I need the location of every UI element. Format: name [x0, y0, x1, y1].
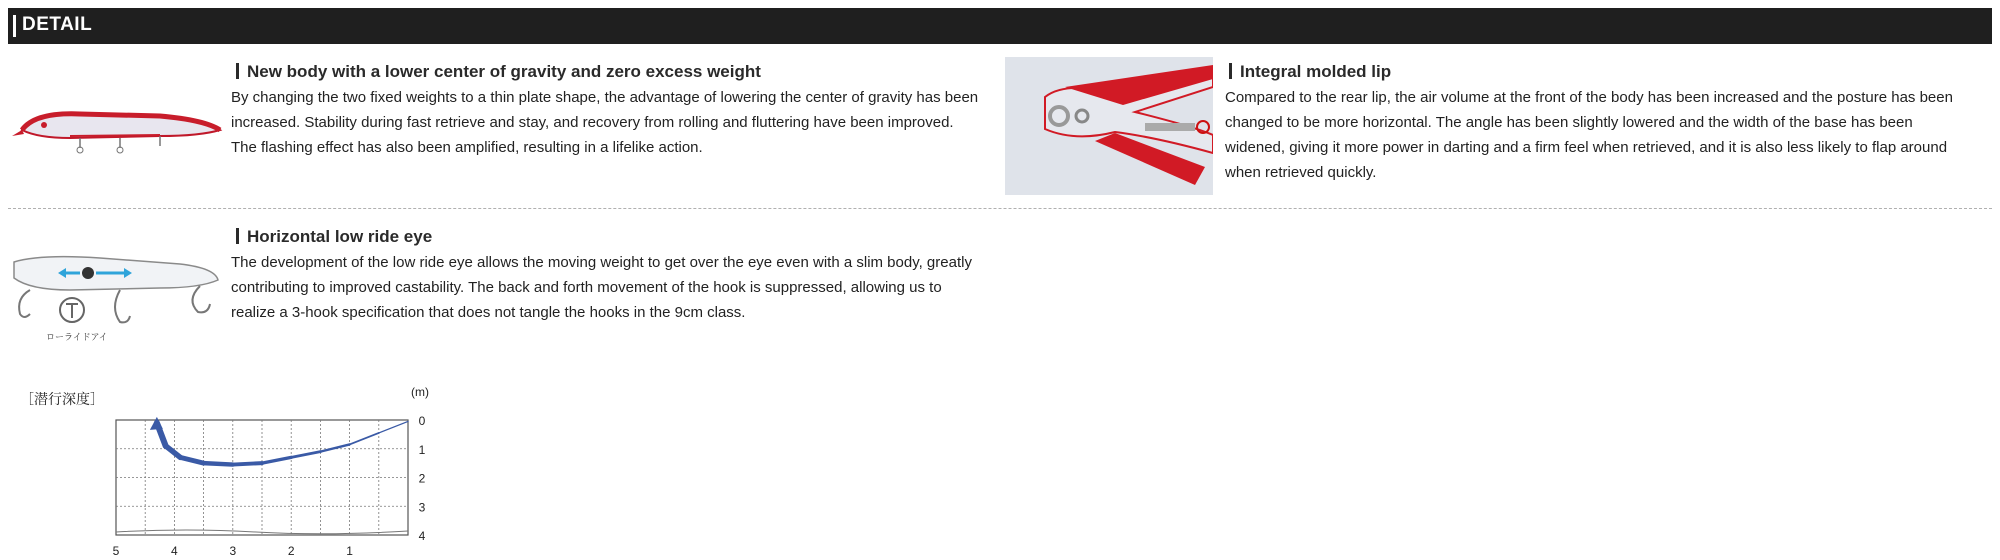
- chart-series-segment: [233, 463, 262, 464]
- chart-x-tick-label: 5: [112, 544, 120, 558]
- title-marker: [236, 63, 239, 79]
- feature-title-low-ride-eye: [236, 227, 432, 247]
- chart-x-tick-label: 4: [171, 544, 178, 558]
- chart-y-tick-label: 4: [418, 529, 426, 543]
- low-ride-eye-image: [10, 248, 222, 348]
- chart-y-tick-label: 3: [418, 500, 426, 515]
- chart-series-segment: [204, 463, 233, 464]
- feature-line: realize a 3-hook specification that does not tangle the hooks in the 9cm class.: [231, 304, 746, 321]
- chart-y-tick-label: 1: [418, 442, 426, 457]
- chart-series-segment: [262, 457, 291, 463]
- chart-series-segment: [166, 446, 181, 458]
- feature-line: widened, giving it more power in darting and a firm feel when retrieved, and it is also less likely to flap around: [1225, 139, 1948, 156]
- chart-series-segment: [379, 421, 408, 433]
- chart-y-tick-label: 2: [418, 471, 426, 486]
- chart-title: ［潜行深度］: [20, 392, 104, 408]
- feature-line: Compared to the rear lip, the air volume at the front of the body has been increased and the posture has been: [1225, 89, 1953, 106]
- title-marker: [236, 228, 239, 244]
- depth-chart: [100, 378, 440, 558]
- section-title: DETAIL: [22, 14, 93, 35]
- section-header: [8, 8, 1992, 44]
- lure-side-image: [10, 90, 228, 160]
- feature-title-text: Horizontal low ride eye: [247, 227, 433, 246]
- title-marker: [1229, 63, 1232, 79]
- feature-title-integral-lip: [1229, 62, 1391, 82]
- feature-body-low-ride-eye: [231, 250, 1001, 325]
- chart-series-segment: [291, 452, 320, 458]
- chart-series-segment: [180, 457, 203, 463]
- feature-line: The flashing effect has also been amplified, resulting in a lifelike action.: [231, 139, 703, 156]
- feature-line: contributing to improved castability. The back and forth movement of the hook is suppressed, allowing us to: [231, 279, 942, 296]
- feature-line: By changing the two fixed weights to a thin plate shape, the advantage of lowering the center of gravity has been: [231, 89, 979, 106]
- low-ride-eye-caption: ローライドアイ: [46, 333, 108, 343]
- feature-line: when retrieved quickly.: [1225, 164, 1377, 181]
- section-divider: [8, 208, 1992, 209]
- feature-line: increased. Stability during fast retrieve and stay, and recovery from rolling and fluttering have been improved.: [231, 114, 954, 131]
- chart-x-tick-label: 2: [287, 544, 295, 558]
- chart-x-tick-label: 3: [229, 544, 237, 558]
- chart-y-tick-label: 0: [418, 414, 426, 428]
- chart-series-segment: [320, 444, 349, 451]
- chart-series-segment: [350, 433, 379, 445]
- feature-body-integral-lip: [1225, 85, 1995, 185]
- lure-side-view-icon: [10, 90, 228, 160]
- chart-arrowhead: [150, 417, 163, 430]
- feature-title-text: New body with a lower center of gravity and zero excess weight: [247, 62, 761, 81]
- chart-y-unit-label: (m): [411, 385, 429, 399]
- lure-lip-closeup-icon: [1005, 57, 1213, 195]
- feature-line: The development of the low ride eye allows the moving weight to get over the eye even with a slim body, greatly: [231, 254, 972, 271]
- feature-title-low-center: [236, 62, 761, 82]
- chart-x-tick-label: 1: [346, 544, 353, 558]
- header-accent-bar: [13, 15, 16, 37]
- feature-line: changed to be more horizontal. The angle has been slightly lowered and the width of the base has been: [1225, 114, 1913, 131]
- feature-title-text: Integral molded lip: [1240, 62, 1392, 81]
- lip-closeup-image: [1005, 57, 1213, 195]
- low-ride-eye-diagram-icon: [10, 248, 222, 348]
- feature-body-low-center: [231, 85, 1001, 160]
